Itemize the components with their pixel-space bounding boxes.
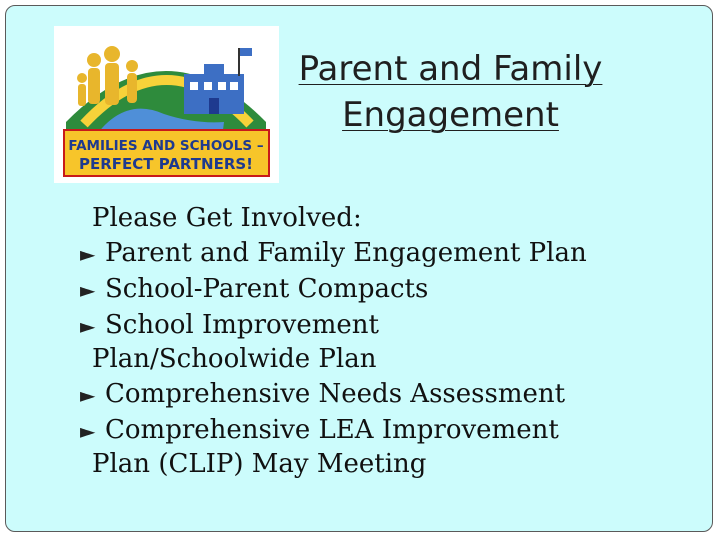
bullet-text: School Improvement — [105, 310, 379, 340]
bullet-item — [80, 272, 680, 308]
bullet-text: Comprehensive Needs Assessment — [105, 379, 566, 409]
slide-body — [80, 201, 680, 482]
school-building-icon — [184, 48, 252, 114]
bullet-continuation: Plan (CLIP) May Meeting — [92, 449, 427, 479]
bullet-text: Comprehensive LEA Improvement — [105, 415, 559, 445]
logo-text-line2: PERFECT PARTNERS! — [78, 155, 254, 173]
family-figures-icon — [77, 46, 138, 106]
triangle-right-icon: ► — [80, 242, 96, 266]
bullet-item — [80, 377, 680, 413]
logo-text-line1: FAMILIES AND SCHOOLS – — [68, 138, 264, 154]
slide-title — [278, 46, 623, 138]
intro-text: Please Get Involved: — [92, 203, 362, 233]
bullet-item — [80, 236, 680, 272]
bullet-text: School-Parent Compacts — [105, 274, 429, 304]
slide-title-line2: Engagement — [342, 95, 559, 135]
families-schools-logo — [54, 26, 279, 183]
bullet-text: Parent and Family Engagement Plan — [105, 238, 587, 268]
slide-title-line1: Parent and Family — [298, 49, 603, 89]
triangle-right-icon: ► — [80, 314, 96, 338]
bullet-item — [80, 413, 680, 449]
triangle-right-icon: ► — [80, 419, 96, 443]
bullet-item — [80, 308, 680, 344]
logo-graphic — [54, 26, 279, 183]
triangle-right-icon: ► — [80, 278, 96, 302]
slide — [5, 5, 713, 532]
triangle-right-icon: ► — [80, 383, 96, 407]
bullet-continuation: Plan/Schoolwide Plan — [92, 344, 377, 374]
